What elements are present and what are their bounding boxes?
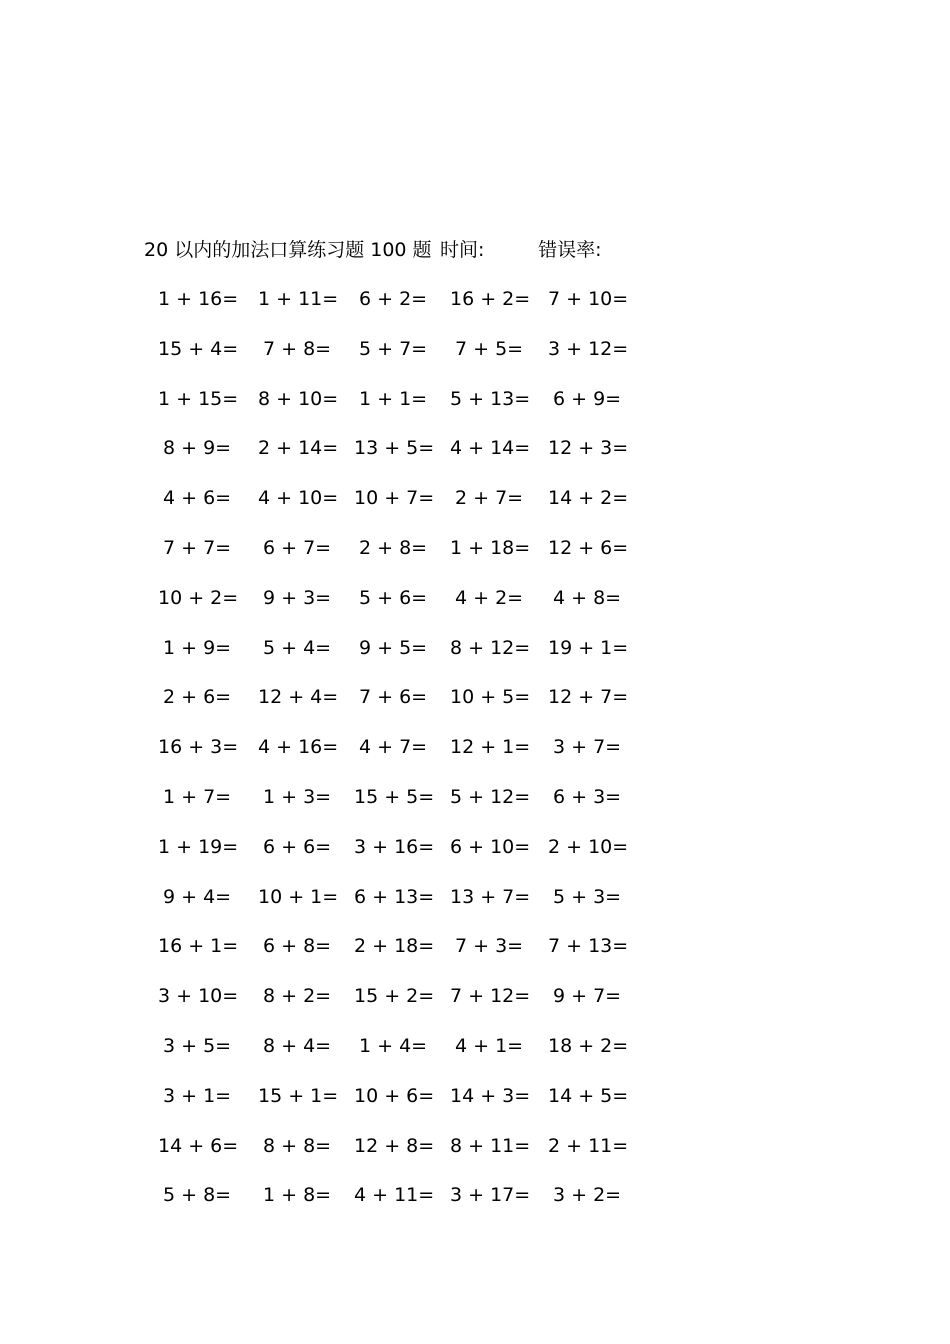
- problem-cell: 10 + 2=: [158, 586, 239, 609]
- problem-cell: 15 + 5=: [354, 785, 435, 808]
- problem-cell: 16 + 1=: [158, 935, 239, 958]
- problem-cell: 6 + 6=: [263, 835, 332, 858]
- problem-cell: 9 + 5=: [359, 636, 428, 659]
- problem-cell: 6 + 8=: [263, 935, 332, 958]
- problem-cell: 1 + 3=: [263, 785, 332, 808]
- problem-cell: 9 + 7=: [553, 985, 622, 1008]
- problem-cell: 13 + 5=: [354, 437, 435, 460]
- problem-cell: 1 + 11=: [258, 288, 339, 310]
- problem-cell: 4 + 10=: [258, 487, 339, 510]
- problem-cell: 1 + 15=: [158, 387, 239, 410]
- problem-cell: 1 + 1=: [359, 387, 428, 410]
- problem-cell: 18 + 2=: [548, 1034, 629, 1057]
- problem-cell: 3 + 12=: [548, 337, 629, 360]
- problem-cell: 3 + 17=: [450, 1184, 531, 1207]
- problem-cell: 7 + 3=: [455, 935, 524, 958]
- problem-cell: 10 + 1=: [258, 885, 339, 908]
- problem-cell: 1 + 18=: [450, 536, 531, 559]
- problem-cell: 6 + 9=: [553, 387, 622, 410]
- problem-cell: 15 + 4=: [158, 337, 239, 360]
- problem-cell: 8 + 12=: [450, 636, 531, 659]
- problem-cell: 1 + 8=: [263, 1184, 332, 1207]
- problem-cell: 8 + 4=: [263, 1034, 332, 1057]
- problem-cell: 19 + 1=: [548, 636, 629, 659]
- problem-cell: 5 + 4=: [263, 636, 332, 659]
- problem-cell: 4 + 14=: [450, 437, 531, 460]
- problem-cell: 7 + 6=: [359, 686, 428, 709]
- problem-cell: 9 + 4=: [163, 885, 232, 908]
- problem-cell: 1 + 16=: [158, 288, 239, 310]
- problem-cell: 10 + 6=: [354, 1084, 435, 1107]
- problem-cell: 16 + 2=: [450, 288, 531, 310]
- problem-cell: 4 + 7=: [359, 736, 428, 759]
- problem-cell: 4 + 2=: [455, 586, 524, 609]
- problem-cell: 6 + 13=: [354, 885, 435, 908]
- problem-cell: 4 + 16=: [258, 736, 339, 759]
- time-label: 时间:: [440, 239, 485, 261]
- worksheet-header: [144, 236, 602, 264]
- problem-cell: 5 + 6=: [359, 586, 428, 609]
- problem-cell: 7 + 5=: [455, 337, 524, 360]
- problem-cell: 12 + 8=: [354, 1134, 435, 1157]
- problem-cell: 7 + 8=: [263, 337, 332, 360]
- problem-cell: 7 + 10=: [548, 288, 629, 310]
- problem-cell: 2 + 14=: [258, 437, 339, 460]
- problem-cell: 4 + 11=: [354, 1184, 435, 1207]
- problem-cell: 12 + 7=: [548, 686, 629, 709]
- error-rate-label: 错误率:: [538, 239, 602, 261]
- problem-cell: 2 + 6=: [163, 686, 232, 709]
- problem-cell: 13 + 7=: [450, 885, 531, 908]
- problem-cell: 4 + 8=: [553, 586, 622, 609]
- problem-cell: 6 + 10=: [450, 835, 531, 858]
- problem-cell: 12 + 4=: [258, 686, 339, 709]
- problem-cell: 3 + 7=: [553, 736, 622, 759]
- problem-cell: 14 + 5=: [548, 1084, 629, 1107]
- problem-cell: 14 + 2=: [548, 487, 629, 510]
- problem-cell: 5 + 12=: [450, 785, 531, 808]
- problem-cell: 12 + 1=: [450, 736, 531, 759]
- problem-cell: 3 + 2=: [553, 1184, 622, 1207]
- problem-cell: 4 + 1=: [455, 1034, 524, 1057]
- problem-cell: 3 + 16=: [354, 835, 435, 858]
- problem-cell: 15 + 1=: [258, 1084, 339, 1107]
- problem-cell: 1 + 4=: [359, 1034, 428, 1057]
- problem-cell: 6 + 2=: [359, 288, 428, 310]
- problem-cell: 1 + 9=: [163, 636, 232, 659]
- problem-cell: 6 + 3=: [553, 785, 622, 808]
- problem-cell: 8 + 11=: [450, 1134, 531, 1157]
- problem-cell: 9 + 3=: [263, 586, 332, 609]
- problem-cell: 7 + 13=: [548, 935, 629, 958]
- problem-cell: 7 + 12=: [450, 985, 531, 1008]
- problem-cell: 3 + 1=: [163, 1084, 232, 1107]
- problem-cell: 2 + 18=: [354, 935, 435, 958]
- problem-cell: 12 + 3=: [548, 437, 629, 460]
- problem-cell: 2 + 10=: [548, 835, 629, 858]
- problem-cell: 8 + 8=: [263, 1134, 332, 1157]
- problem-cell: 1 + 19=: [158, 835, 239, 858]
- problem-cell: 8 + 10=: [258, 387, 339, 410]
- problem-cell: 5 + 13=: [450, 387, 531, 410]
- problem-cell: 2 + 11=: [548, 1134, 629, 1157]
- problem-cell: 5 + 8=: [163, 1184, 232, 1207]
- problem-cell: 1 + 7=: [163, 785, 232, 808]
- problem-cell: 7 + 7=: [163, 536, 232, 559]
- problem-cell: 5 + 3=: [553, 885, 622, 908]
- problem-cell: 5 + 7=: [359, 337, 428, 360]
- problem-cell: 6 + 7=: [263, 536, 332, 559]
- problem-cell: 2 + 8=: [359, 536, 428, 559]
- problem-cell: 14 + 6=: [158, 1134, 239, 1157]
- problem-cell: 10 + 5=: [450, 686, 531, 709]
- problem-cell: 2 + 7=: [455, 487, 524, 510]
- worksheet-title: 20 以内的加法口算练习题 100 题: [144, 239, 432, 261]
- problem-cell: 15 + 2=: [354, 985, 435, 1008]
- problem-cell: 8 + 2=: [263, 985, 332, 1008]
- problem-cell: 12 + 6=: [548, 536, 629, 559]
- problem-cell: 8 + 9=: [163, 437, 232, 460]
- problem-cell: 3 + 5=: [163, 1034, 232, 1057]
- problem-cell: 4 + 6=: [163, 487, 232, 510]
- problem-cell: 3 + 10=: [158, 985, 239, 1008]
- problem-cell: 16 + 3=: [158, 736, 239, 759]
- problem-cell: 10 + 7=: [354, 487, 435, 510]
- problem-cell: 14 + 3=: [450, 1084, 531, 1107]
